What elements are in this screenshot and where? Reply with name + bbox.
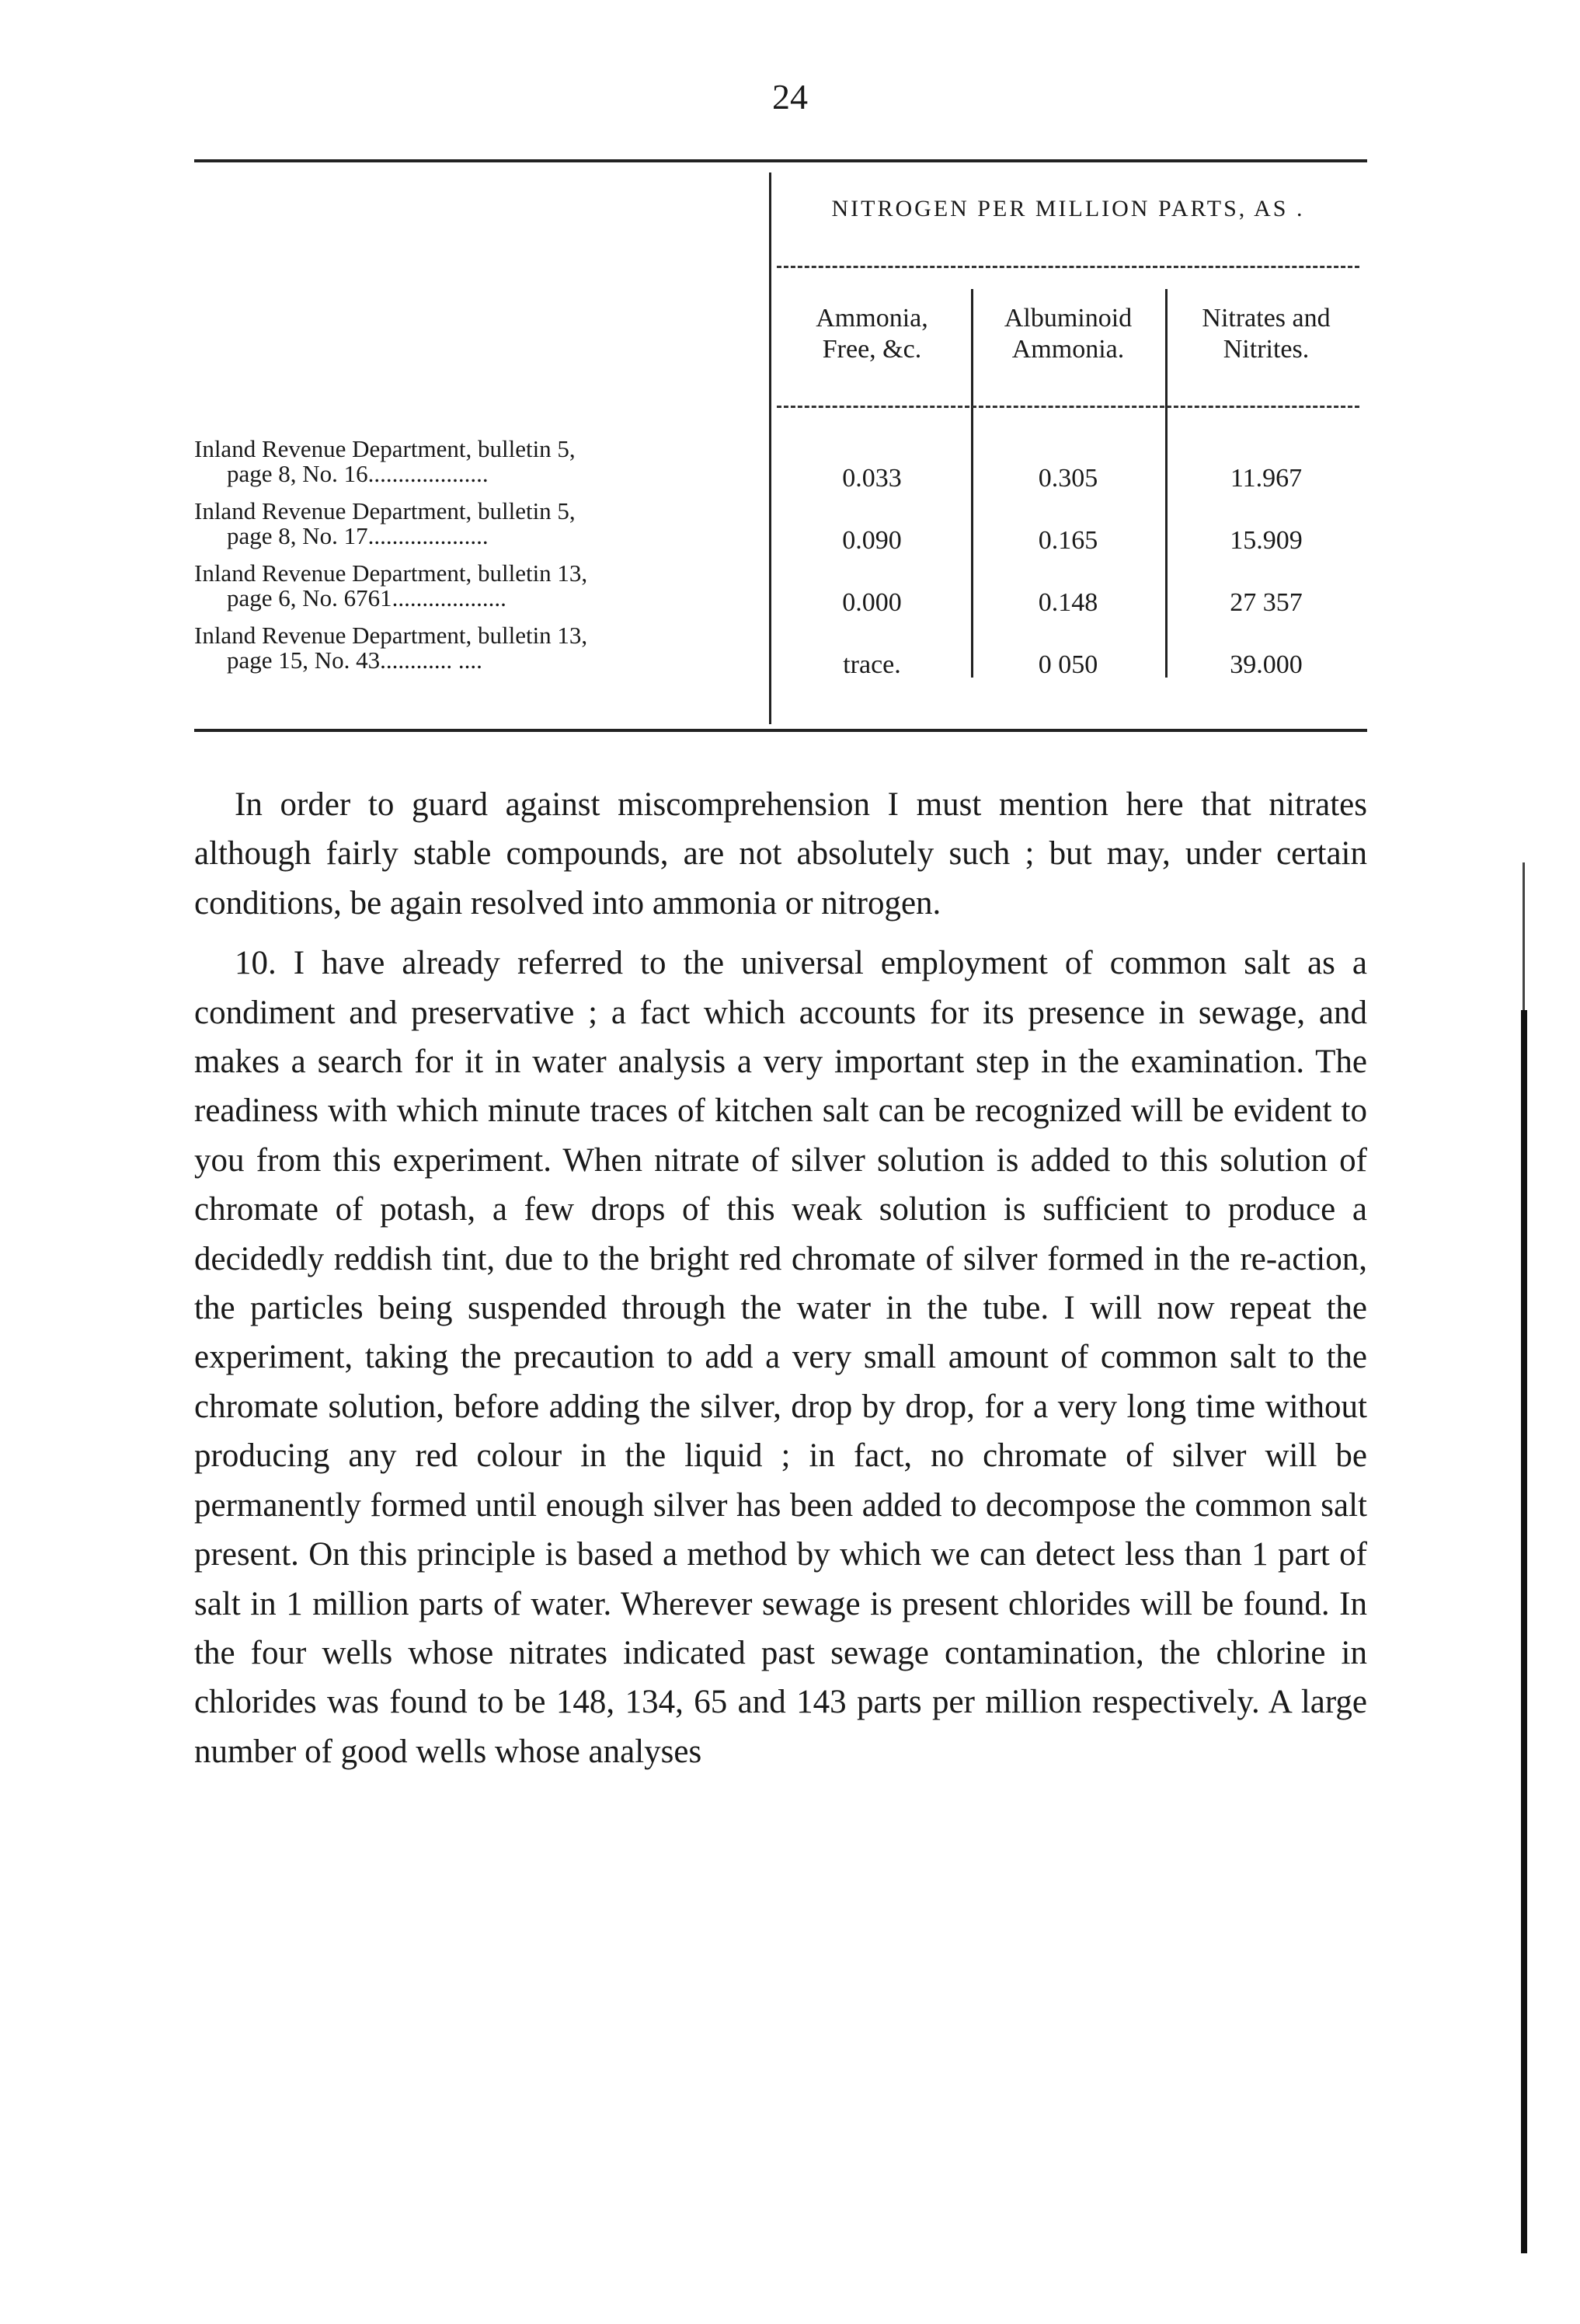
table-cell-albuminoid: 0.305: [1038, 464, 1098, 493]
table-cell-albuminoid: 0 050: [1038, 650, 1098, 679]
table-group-heading: NITROGEN PER MILLION PARTS, AS .: [831, 196, 1305, 221]
table-top-rule: [194, 159, 1367, 162]
column-header-ammonia: Ammonia, Free, &c.: [816, 304, 928, 364]
table-header-underline: [777, 406, 1359, 408]
page-number: 24: [772, 77, 808, 117]
table-cell-ammonia: 0.090: [842, 526, 902, 555]
table-cell-ammonia: 0.033: [842, 464, 902, 493]
paragraph: 10. I have already referred to the universal employment of common salt as a condiment and preservative ; a fact which accounts for its presence in sewage, and makes a search for it in water analysis a very important step in the examination. The readiness with which minute traces of kitchen salt can be recognized will be evident to you from this experiment. When nitrate of silver solution is added to this solution of chromate of potash, a few drops of this weak solution is sufficient to produce a decidedly reddish tint, due to the bright red chromate of silver formed in the re-action, the particles being suspended through the water in the tube. I will now repeat the experiment, taking the precaution to add a very small amount of common salt to the chromate solution, before adding the silver, drop by drop, for a very long time without producing any red colour in the liquid ; in fact, no chromate of silver will be permanently formed until enough silver has been added to decompose the common salt present. On this principle is based a method by which we can detect less than 1 part of salt in 1 million parts of water. Wherever sewage is present chlorides will be found. In the four wells whose nitrates indicated past sewage contamination, the chlorine in chlorides was found to be 148, 134, 65 and 143 parts per million respectively. A large number of good wells whose analyses: [194, 945, 1367, 1770]
table-cell-nitrates: 11.967: [1230, 464, 1303, 493]
table-row-source: Inland Revenue Department, bulletin 5, page 8, No. 17....................: [194, 497, 576, 549]
column-header-nitrates: Nitrates and Nitrites.: [1202, 304, 1331, 364]
table-bottom-rule: [194, 729, 1367, 732]
table-cell-ammonia: 0.000: [842, 588, 902, 617]
table-cell-albuminoid: 0.165: [1038, 526, 1098, 555]
table-cell-albuminoid: 0.148: [1038, 588, 1098, 617]
table-row-source: Inland Revenue Department, bulletin 13, page 6, No. 6761...................: [194, 559, 588, 611]
margin-mark: [1523, 862, 1525, 1010]
margin-bar: [1521, 1010, 1527, 2253]
column-header-albuminoid: Albuminoid Ammonia.: [1004, 304, 1133, 364]
table-row-source: Inland Revenue Department, bulletin 13, page 15, No. 43............ ....: [194, 622, 588, 674]
table-row-source: Inland Revenue Department, bulletin 5, page 8, No. 16....................: [194, 435, 576, 487]
table-divider-sources: [769, 172, 771, 724]
table-group-underline: [777, 266, 1359, 268]
body-text: [194, 780, 1367, 1776]
nitrogen-table: [194, 172, 1367, 724]
table-cell-nitrates: 27 357: [1230, 588, 1303, 617]
table-cell-nitrates: 39.000: [1230, 650, 1303, 679]
table-cell-nitrates: 15.909: [1230, 526, 1303, 555]
table-cell-ammonia: trace.: [843, 650, 901, 679]
paragraph: In order to guard against miscomprehension I must mention here that nitrates although fairly stable compounds, are not absolutely such ; but may, under certain conditions, be again resolved into ammonia or nitrogen.: [194, 786, 1367, 922]
